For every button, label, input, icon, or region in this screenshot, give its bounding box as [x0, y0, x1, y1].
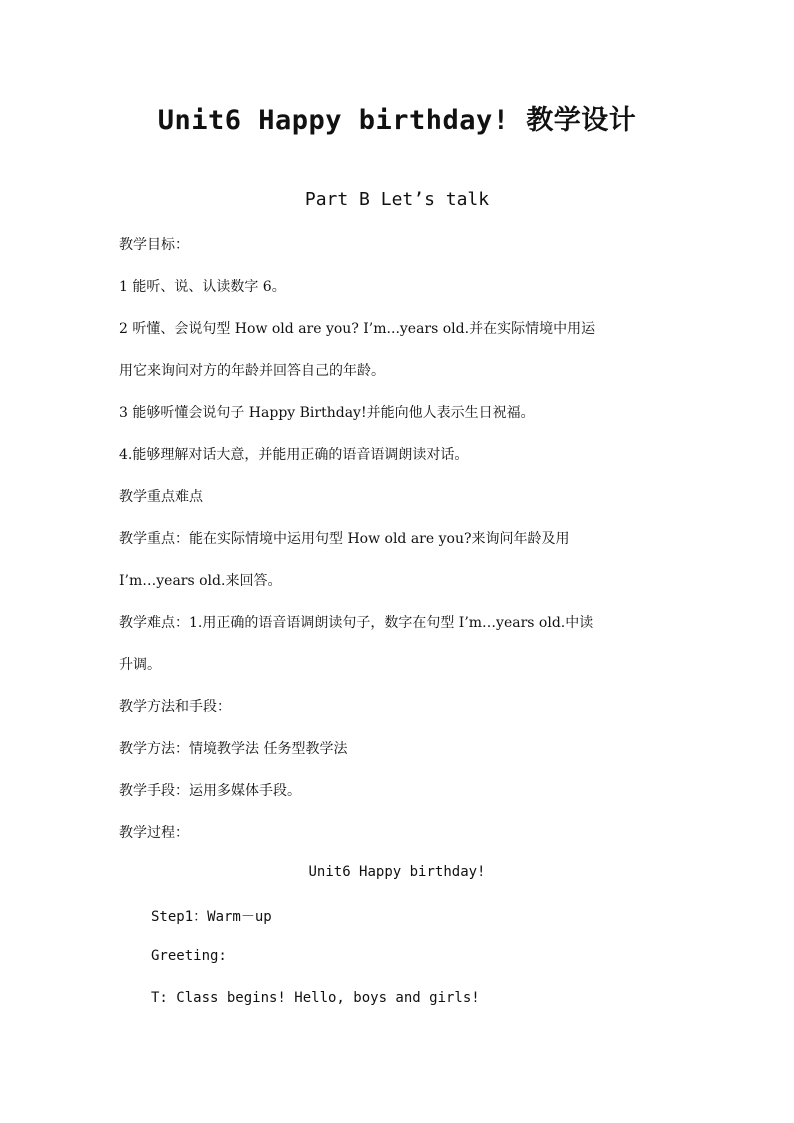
paragraph-line: 升调。	[119, 657, 161, 673]
section-heading: 教学重点难点	[119, 489, 203, 505]
paragraph-line: 教学方法：情境教学法 任务型教学法	[119, 741, 348, 757]
step-line: T: Class begins! Hello, boys and girls!	[151, 990, 480, 1006]
paragraph-line: 3 能够听懂会说句子 Happy Birthday!并能向他人表示生日祝福。	[119, 405, 535, 421]
step-line: Step1：Warm－up	[151, 909, 272, 925]
paragraph-line: 教学难点：1.用正确的语音语调朗读句子，数字在句型 I’m…years old.中读	[119, 615, 594, 631]
paragraph-line: 教学重点：能在实际情境中运用句型 How old are you?来询问年龄及用	[119, 531, 570, 547]
section-heading: 教学方法和手段：	[119, 699, 231, 715]
paragraph-line: 4.能够理解对话大意，并能用正确的语音语调朗读对话。	[119, 447, 469, 463]
document-title: Unit6 Happy birthday! 教学设计	[157, 105, 637, 136]
paragraph-line: 用它来询问对方的年龄并回答自己的年龄。	[119, 363, 385, 379]
step-line: Greeting:	[151, 948, 227, 964]
paragraph-line: 教学目标：	[119, 237, 189, 253]
document-subtitle: Part B Let’s talk	[304, 189, 490, 210]
section-heading: 教学过程：	[119, 825, 189, 841]
paragraph-line: 教学手段：运用多媒体手段。	[119, 783, 301, 799]
paragraph-line: 1 能听、说、认读数字 6。	[119, 279, 286, 295]
paragraph-line: 2 听懂、会说句型 How old are you? I’m...years old.并在实际情境中用运	[119, 321, 596, 337]
paragraph-line: I’m…years old.来回答。	[119, 573, 282, 589]
lesson-title: Unit6 Happy birthday!	[308, 864, 486, 880]
